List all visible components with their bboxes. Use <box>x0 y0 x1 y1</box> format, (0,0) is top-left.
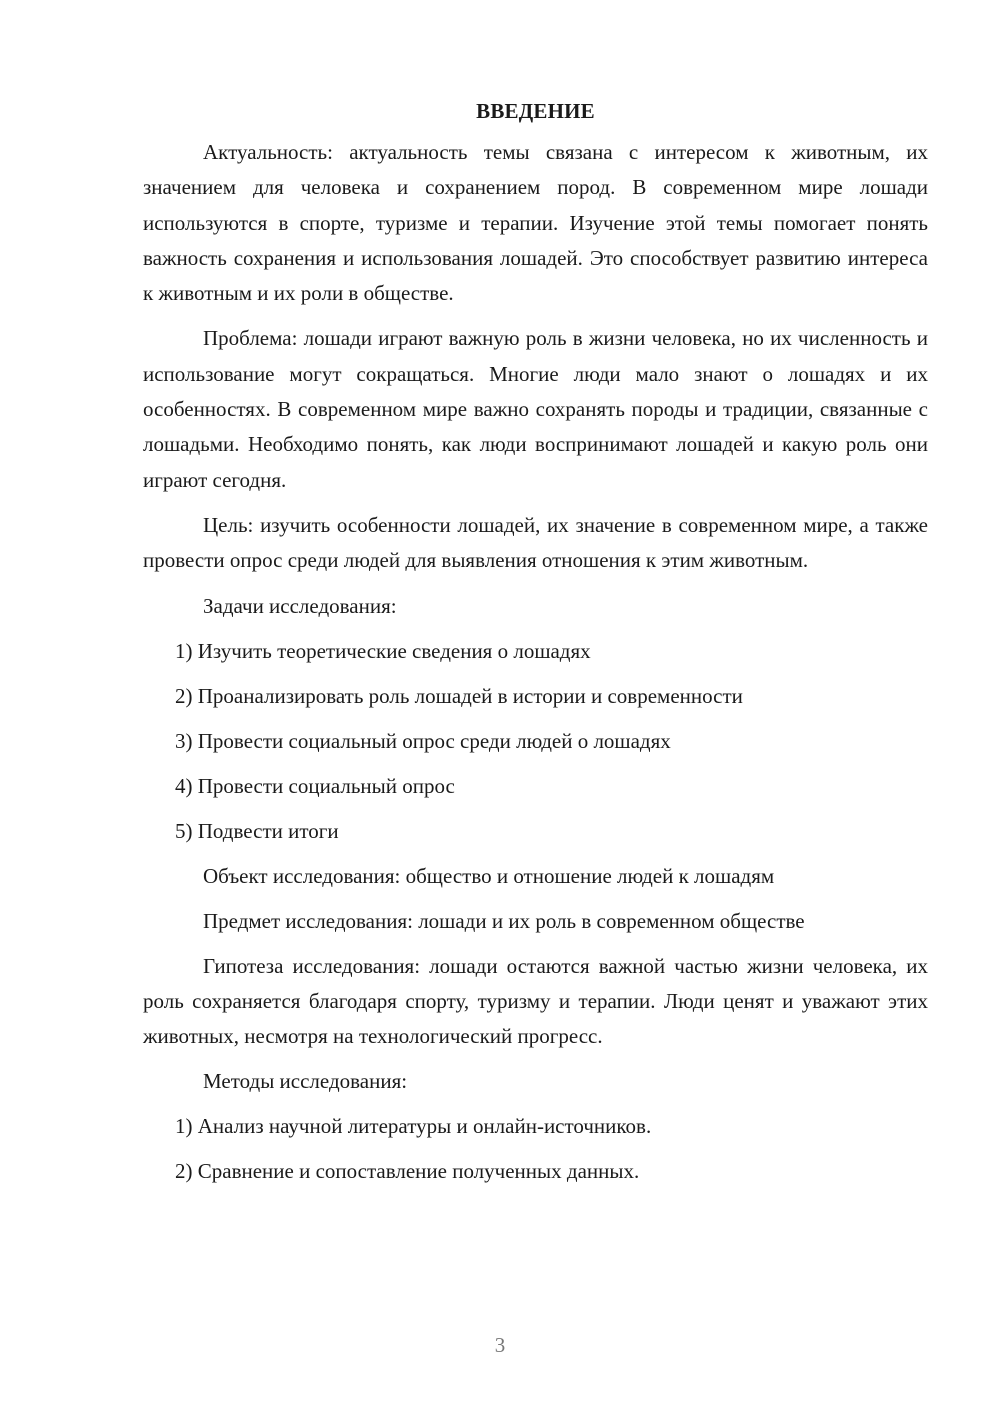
page-number: 3 <box>494 1333 506 1357</box>
goal-paragraph: Цель: изучить особенности лошадей, их значение в современном мире, а также провести опрос среди людей для выявления отношения к этим животным. <box>143 512 928 573</box>
relevance-paragraph: Актуальность: актуальность темы связана с интересом к животным, их значением для человека и сохранением пород. В современном мире лошади используются в спорте, туризме и терапии. Изучение этой темы помогает понять важность сохранения и использования лошадей. Это способствует развитию интереса к животным и их роли в обществе. <box>143 140 928 306</box>
hypothesis-paragraph: Гипотеза исследования: лошади остаются важной частью жизни человека, их роль сохраняется благодаря спорту, туризму и терапии. Люди ценят и уважают этих животных, несмотря на технологический прогресс. <box>143 953 928 1049</box>
tasks-heading: Задачи исследования: <box>203 593 397 618</box>
problem-paragraph: Проблема: лошади играют важную роль в жизни человека, но их численность и использование могут сокращаться. Многие люди мало знают о лошадях и их особенностях. В современном мире важно сохранять породы и традиции, связанные с лошадьми. Необходимо понять, как люди воспринимают лошадей и какую роль они играют сегодня. <box>143 326 928 492</box>
task-item: 2) Проанализировать роль лошадей в истории и современности <box>175 683 743 708</box>
tasks-list <box>143 634 928 849</box>
methods-heading: Методы исследования: <box>203 1069 408 1094</box>
method-item: 1) Анализ научной литературы и онлайн-источников. <box>175 1114 652 1139</box>
method-item: 2) Сравнение и сопоставление полученных данных. <box>175 1159 640 1184</box>
methods-list <box>143 1109 928 1189</box>
page-title: ВВЕДЕНИЕ <box>476 99 595 123</box>
task-item: 1) Изучить теоретические сведения о лошадях <box>175 638 591 663</box>
research-object: Объект исследования: общество и отношение людей к лошадям <box>203 863 775 888</box>
research-subject: Предмет исследования: лошади и их роль в современном обществе <box>203 908 805 933</box>
document-page <box>143 96 928 1199</box>
task-item: 5) Подвести итоги <box>175 818 339 843</box>
task-item: 4) Провести социальный опрос <box>175 773 455 798</box>
task-item: 3) Провести социальный опрос среди людей о лошадях <box>175 728 671 753</box>
